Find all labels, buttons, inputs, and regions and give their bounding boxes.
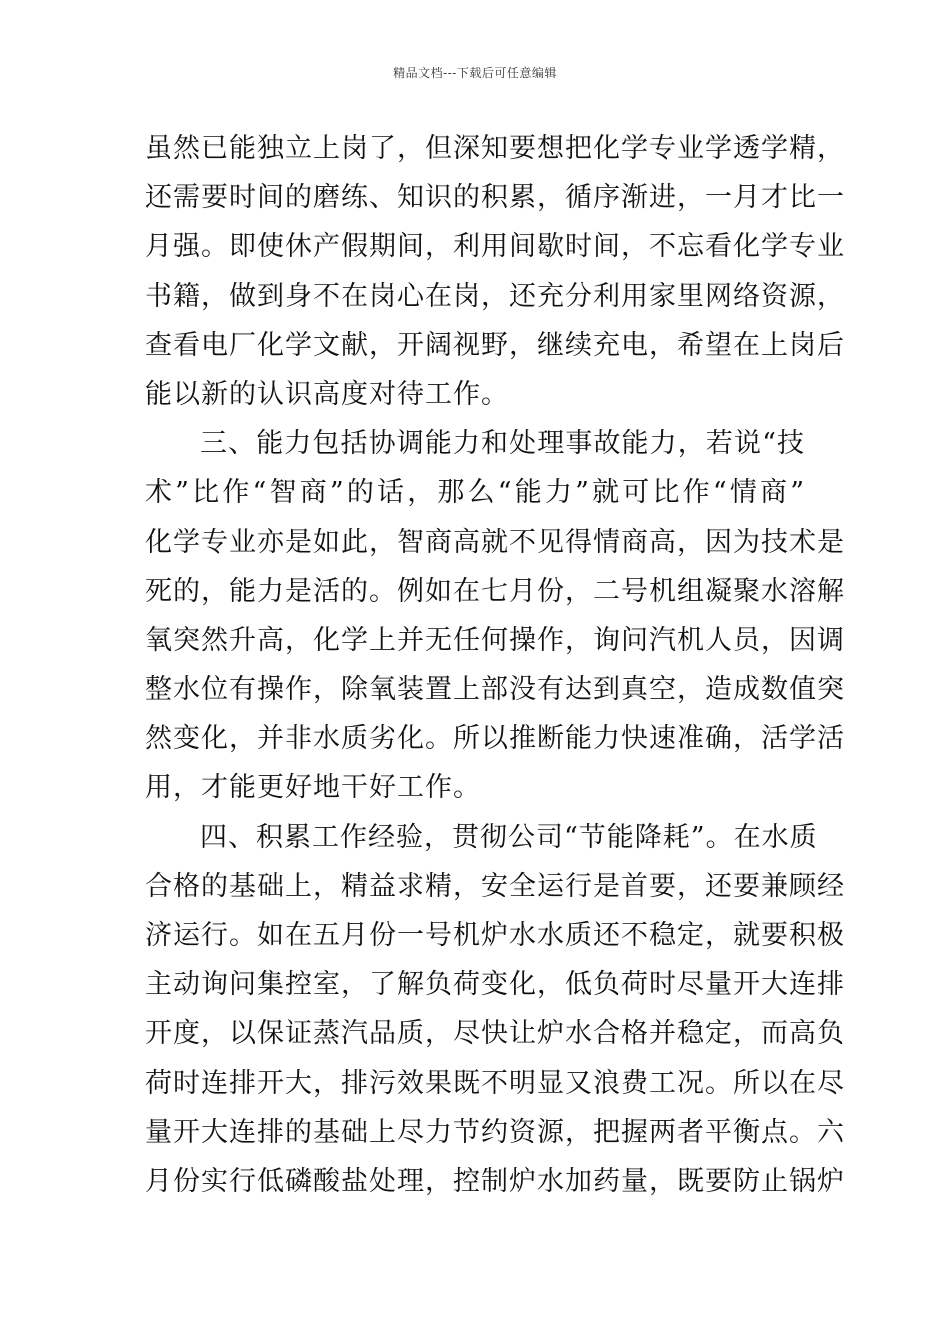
text-line: 查看电厂化学文献，开阔视野，继续充电，希望在上岗后 (145, 329, 845, 361)
text-line: 济运行。如在五月份一号机炉水水质还不稳定，就要积极 (145, 920, 845, 951)
text-line: 然变化，并非水质劣化。所以推断能力快速准确，活学活 (145, 723, 845, 755)
paragraph-start-line: 三、能力包括协调能力和处理事故能力，若说“技 (200, 428, 805, 460)
text-line: 量开大连排的基础上尽力节约资源，把握两者平衡点。六 (145, 1116, 845, 1148)
document-body (145, 124, 845, 1206)
text-line: 开度，以保证蒸汽品质，尽快让炉水合格并稳定，而高负 (145, 1018, 845, 1050)
text-line: 合格的基础上，精益求精，安全运行是首要，还要兼顾经 (145, 870, 845, 902)
text-line: 月强。即使休产假期间，利用间歇时间，不忘看化学专业 (145, 231, 845, 263)
text-line: 荷时连排开大，排污效果既不明显又浪费工况。所以在尽 (145, 1067, 845, 1099)
text-line: 用，才能更好地干好工作。 (145, 772, 481, 804)
text-line: 整水位有操作，除氧装置上部没有达到真空，造成数值突 (145, 674, 845, 706)
text-line: 月份实行低磷酸盐处理，控制炉水加药量，既要防止锅炉 (145, 1165, 845, 1197)
text-line: 书籍，做到身不在岗心在岗，还充分利用家里网络资源， (145, 280, 845, 312)
text-line: 能以新的认识高度对待工作。 (145, 378, 509, 410)
page-header: 精品文档---下载后可任意编辑 (393, 66, 557, 80)
text-line: 虽然已能独立上岗了，但深知要想把化学专业学透学精， (145, 133, 845, 164)
text-line: 主动询问集控室，了解负荷变化，低负荷时尽量开大连排 (145, 969, 845, 1001)
text-line: 术”比作“智商”的话，那么“能力”就可比作“情商” (145, 477, 805, 509)
text-line: 死的，能力是活的。例如在七月份，二号机组凝聚水溶解 (145, 575, 845, 607)
text-line: 氧突然升高，化学上并无任何操作，询问汽机人员，因调 (145, 624, 845, 656)
text-line: 还需要时间的磨练、知识的积累，循序渐进，一月才比一 (145, 182, 845, 214)
text-line: 化学专业亦是如此，智商高就不见得情商高，因为技术是 (145, 526, 845, 558)
paragraph-start-line: 四、积累工作经验，贯彻公司“节能降耗”。在水质 (200, 821, 818, 853)
